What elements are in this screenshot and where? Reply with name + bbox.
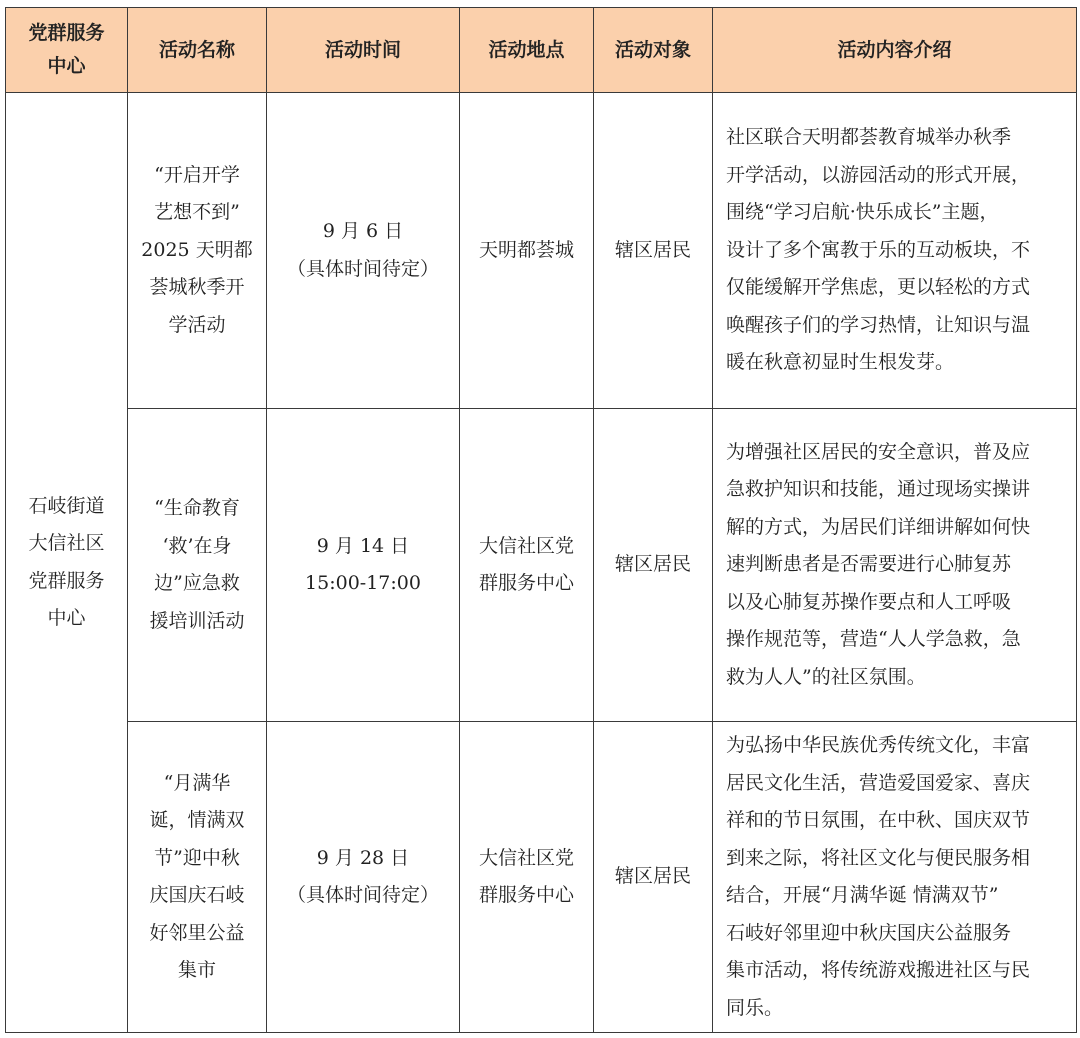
- activity-description-cell: 社区联合天明都荟教育城举办秋季 开学活动，以游园活动的形式开展， 围绕“学习启航·快乐成长”主题， 设计了多个寓教于乐的互动板块，不 仅能缓解开学焦虑，更以轻松的方式 唤醒孩子们的学习热情，让知识与温 暖在秋意初显时生根发芽。: [713, 93, 1077, 409]
- activity-place-cell: 大信社区党 群服务中心: [460, 409, 594, 722]
- activity-name-cell: “开启开学 艺想不到” 2025 天明都 荟城秋季开 学活动: [128, 93, 267, 409]
- header-activity-name: 活动名称: [128, 8, 267, 93]
- activity-audience-cell: 辖区居民: [594, 93, 713, 409]
- activity-place-cell: 大信社区党 群服务中心: [460, 722, 594, 1033]
- activity-time-cell: 9 月 28 日 （具体时间待定）: [267, 722, 460, 1033]
- header-activity-audience: 活动对象: [594, 8, 713, 93]
- header-center: 党群服务 中心: [6, 8, 128, 93]
- activity-time-cell: 9 月 14 日 15:00-17:00: [267, 409, 460, 722]
- activity-audience-cell: 辖区居民: [594, 722, 713, 1033]
- activity-description-cell: 为弘扬中华民族优秀传统文化，丰富 居民文化生活，营造爱国爱家、喜庆 祥和的节日氛围，在中秋、国庆双节 到来之际，将社区文化与便民服务相 结合，开展“月满华诞 情满双节” 石岐好邻里迎中秋庆国庆公益服务 集市活动，将传统游戏搬进社区与民 同乐。: [713, 722, 1077, 1033]
- table-row: [6, 93, 1077, 409]
- activity-audience-cell: 辖区居民: [594, 409, 713, 722]
- header-activity-description: 活动内容介绍: [713, 8, 1077, 93]
- header-activity-time: 活动时间: [267, 8, 460, 93]
- activity-place-cell: 天明都荟城: [460, 93, 594, 409]
- table-row: [6, 722, 1077, 1033]
- activity-table: [5, 7, 1077, 1033]
- header-row: [6, 8, 1077, 93]
- header-activity-place: 活动地点: [460, 8, 594, 93]
- activity-description-cell: 为增强社区居民的安全意识，普及应 急救护知识和技能，通过现场实操讲 解的方式，为居民们详细讲解如何快 速判断患者是否需要进行心肺复苏 以及心肺复苏操作要点和人工呼吸 操作规范等，营造“人人学急救，急 救为人人”的社区氛围。: [713, 409, 1077, 722]
- activity-time-cell: 9 月 6 日 （具体时间待定）: [267, 93, 460, 409]
- activity-name-cell: “生命教育 ‘救’在身 边”应急救 援培训活动: [128, 409, 267, 722]
- activity-name-cell: “月满华 诞，情满双 节”迎中秋 庆国庆石岐 好邻里公益 集市: [128, 722, 267, 1033]
- table-row: [6, 409, 1077, 722]
- center-cell: 石岐街道 大信社区 党群服务 中心: [6, 93, 128, 1033]
